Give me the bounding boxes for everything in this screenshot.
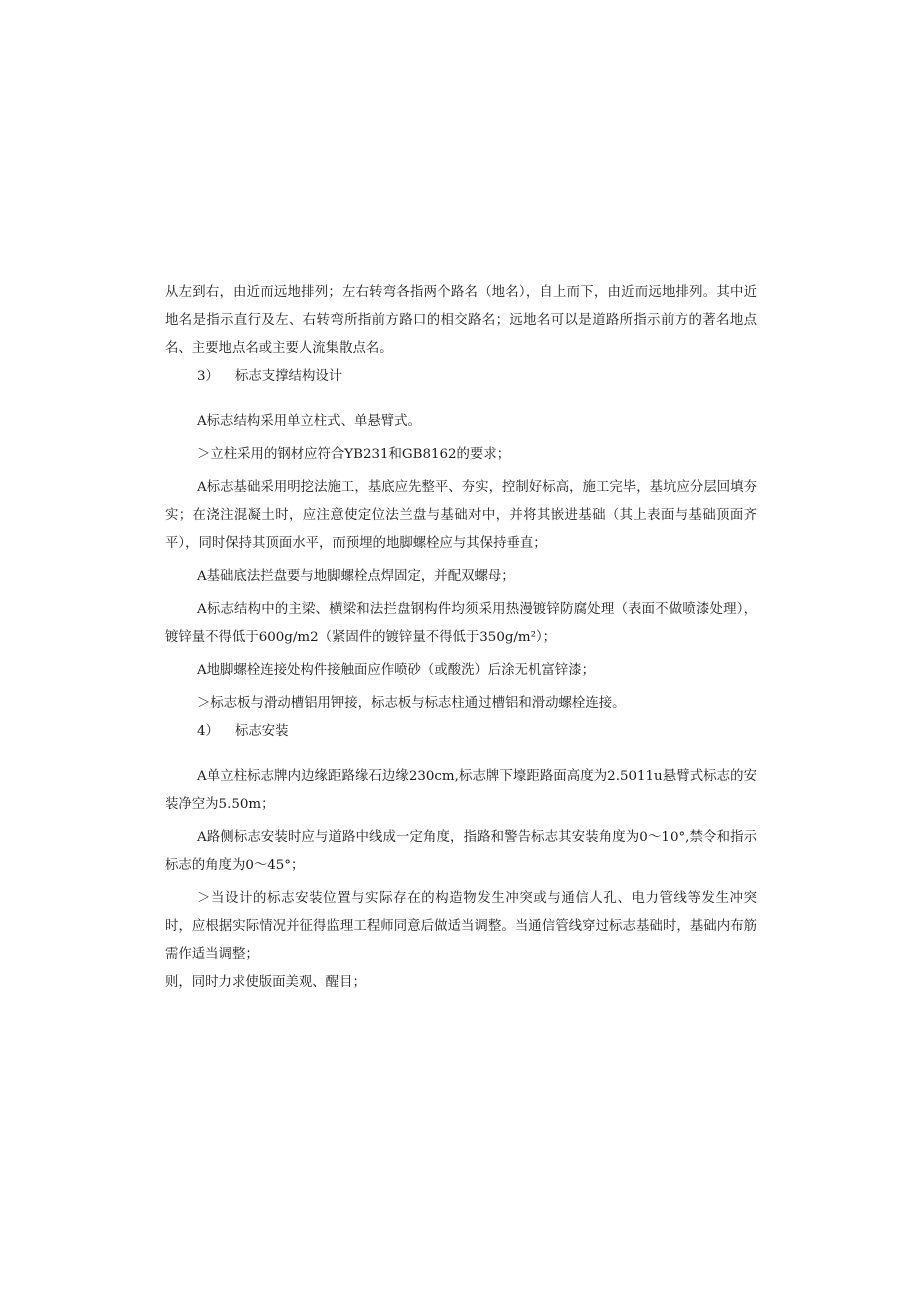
paragraph-sign-naming-order: 从左到右，由近而远地排列；左右转弯各指两个路名（地名），自上而下，由近而远地排列。其中近地名是指示直行及左、右转弯所指前方路口的相交路名；远地名可以是道路所指示前方的著名地点名、主要地点名或主要人流集散点名。 (165, 285, 757, 356)
section-heading-installation (165, 718, 757, 746)
paragraph-sign-board-connection: ＞标志板与滑动槽铝用钾接，标志板与标志柱通过槽铝和滑动螺栓连接。 (197, 696, 626, 711)
paragraph-structure-type: A标志结构采用单立柱式、单悬臂式。 (197, 414, 421, 429)
section-number: 4） (197, 724, 219, 739)
section-number: 3） (197, 369, 219, 384)
paragraph-installation-angle: A路侧标志安装时应与道路中线成一定角度，指路和警告标志其安装角度为0～10°,禁令和指示标志的角度为0～45°； (165, 830, 757, 873)
paragraph-galvanizing: A标志结构中的主梁、横梁和法拦盘钢构件均须采用热漫镀锌防腐处理（表面不做喷漆处理），镀锌量不得低于600g/m2（紧固件的镀锌量不得低于350g/m²）； (165, 602, 757, 645)
paragraph-foundation-construction: A标志基础采用明挖法施工，基底应先整平、夯实，控制好标高，施工完毕，基坑应分层回填夯实；在浇注混凝土时，应注意使定位法兰盘与基础对中，并将其嵌进基础（其上表面与基础顶面齐平），同时保持其顶面水平，而预埋的地脚螺栓应与其保持垂直； (165, 480, 757, 551)
document-body (165, 279, 757, 997)
paragraph-anchor-bolt-coating: A地脚螺栓连接处构件接触面应作喷砂（或酸洗）后涂无机富锌漆； (197, 663, 595, 678)
paragraph-layout-principle: 则，同时力求使版面美观、醒目； (165, 975, 366, 990)
paragraph-flange-welding: A基础底法拦盘要与地脚螺栓点焊固定，并配双螺母； (197, 569, 515, 584)
section-title: 标志安装 (235, 724, 289, 739)
section-title: 标志支撑结构设计 (235, 369, 343, 384)
section-heading-support-structure (165, 363, 757, 391)
paragraph-column-steel: ＞立柱采用的钢材应符合YB231和GB8162的要求； (197, 447, 511, 462)
paragraph-clearance: A单立柱标志牌内边缘距路缘石边缘230cm,标志牌下壕距路面高度为2.5011u悬臂式标志的安装净空为5.50m； (165, 769, 757, 812)
paragraph-location-conflict: ＞当设计的标志安装位置与实际存在的构造物发生冲突或与通信人孔、电力管线等发生冲突时，应根据实际情况并征得监理工程师同意后做适当调整。当通信管线穿过标志基础时，基础内布筋需作适当调整； (165, 891, 757, 962)
